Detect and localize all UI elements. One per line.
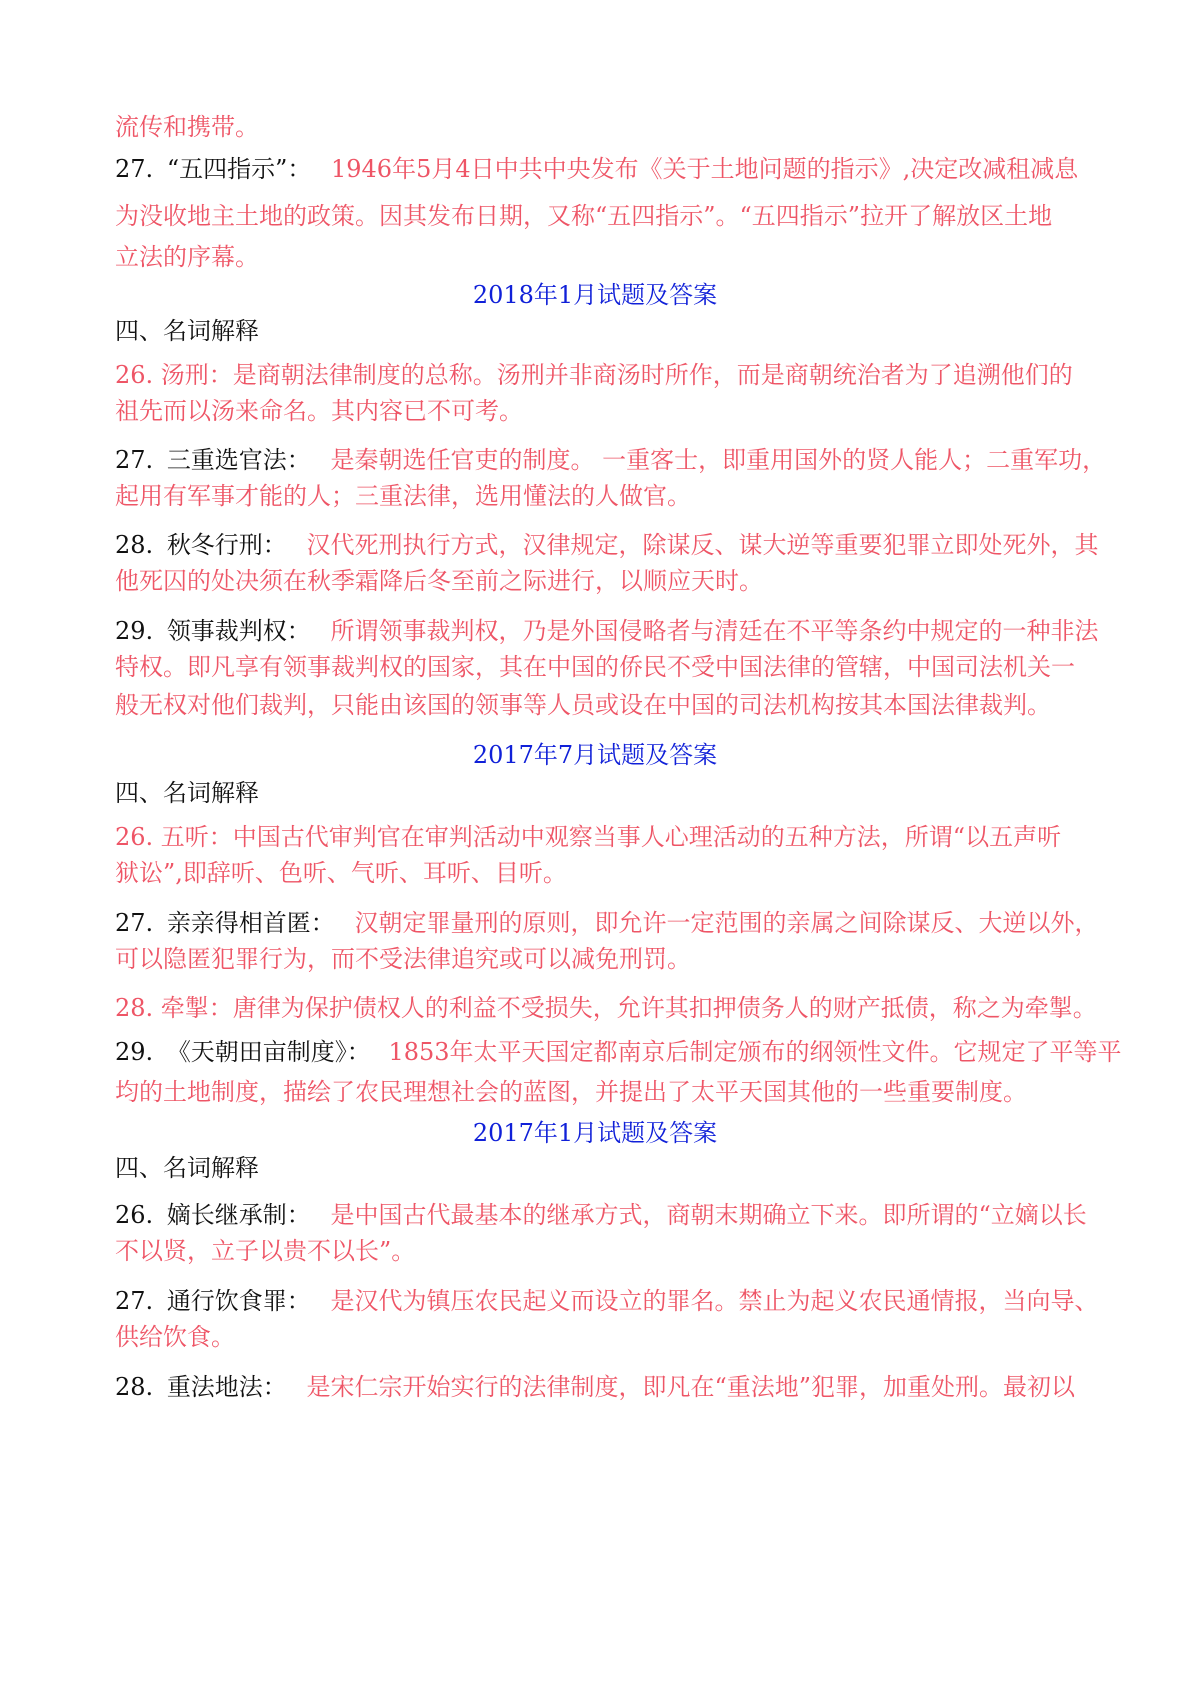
continued-text: 流传和携带。 [115, 113, 259, 141]
entry-number: 28. [115, 531, 154, 559]
entry-definition-cont: 为没收地主土地的政策。因其发布日期，又称“五四指示”。“五四指示”拉开了解放区土地 [115, 202, 1053, 230]
entry-number: 29. [115, 1038, 154, 1066]
entry-29-tianchao [115, 1035, 1122, 1069]
entry-term: 嫡长继承制： [166, 1201, 311, 1229]
entry-definition: 1946年5月4日中共中央发布《关于土地问题的指示》,决定改减租减息 [331, 155, 1079, 183]
entry-26-dizhang [115, 1198, 1087, 1232]
entry-term: 通行饮食罪： [166, 1287, 311, 1315]
entry-26-tangxing: 26. 汤刑：是商朝法律制度的总称。汤刑并非商汤时所作，而是商朝统治者为了追溯他们的 [115, 361, 1073, 389]
section-subtitle: 四、名词解释 [115, 317, 259, 345]
entry-definition-cont: 均的土地制度，描绘了农民理想社会的蓝图，并提出了太平天国其他的一些重要制度。 [115, 1078, 1027, 1106]
entry-number: 27. [115, 155, 154, 183]
entry-definition-cont: 不以贤，立子以贵不以长”。 [115, 1237, 416, 1265]
entry-term: 领事裁判权： [166, 617, 311, 645]
entry-26-wuting: 26. 五听：中国古代审判官在审判活动中观察当事人心理活动的五种方法，所谓“以五声听 [115, 823, 1062, 851]
entry-27-tongxing [115, 1284, 1098, 1318]
entry-definition-cont: 立法的序幕。 [115, 243, 259, 271]
entry-number: 28. [115, 1373, 154, 1401]
entry-term: 亲亲得相首匿： [166, 909, 335, 937]
entry-number: 27. [115, 909, 154, 937]
entry-definition-cont: 狱讼”,即辞听、色听、气听、耳听、目听。 [115, 859, 567, 887]
entry-definition-cont: 特权。即凡享有领事裁判权的国家，其在中国的侨民不受中国法律的管辖，中国司法机关一 [115, 653, 1075, 681]
entry-term: “五四指示”： [166, 155, 312, 183]
section-subtitle: 四、名词解释 [115, 1154, 259, 1182]
entry-term: 秋冬行刑： [166, 531, 287, 559]
entry-definition-cont: 供给饮食。 [115, 1323, 235, 1351]
entry-definition: 是秦朝选任官吏的制度。 一重客士，即重用国外的贤人能人；二重军功， [330, 446, 1107, 474]
entry-number: 29. [115, 617, 154, 645]
entry-definition: 所谓领事裁判权，乃是外国侵略者与清廷在不平等条约中规定的一种非法 [330, 617, 1099, 645]
entry-definition: 汉代死刑执行方式，汉律规定，除谋反、谋大逆等重要犯罪立即处死外，其 [306, 531, 1099, 559]
section-subtitle: 四、名词解释 [115, 779, 259, 807]
entry-number: 27. [115, 446, 154, 474]
entry-definition: 是中国古代最基本的继承方式，商朝末期确立下来。即所谓的“立嫡以长 [330, 1201, 1087, 1229]
entry-definition-cont: 可以隐匿犯罪行为，而不受法律追究或可以减免刑罚。 [115, 945, 691, 973]
entry-28-zhongfadi [115, 1370, 1075, 1404]
entry-definition: 汉朝定罪量刑的原则，即允许一定范围的亲属之间除谋反、大逆以外， [354, 909, 1099, 937]
entry-27-wusi [115, 152, 1078, 186]
entry-definition: 1853年太平天国定都南京后制定颁布的纲领性文件。它规定了平等平 [388, 1038, 1122, 1066]
entry-definition-cont: 他死囚的处决须在秋季霜降后冬至前之际进行，以顺应天时。 [115, 567, 763, 595]
entry-definition-cont: 祖先而以汤来命名。其内容已不可考。 [115, 397, 523, 425]
entry-27-sanzhong [115, 443, 1106, 477]
entry-29-lingshi [115, 614, 1098, 648]
section-title-2017-01: 2017年1月试题及答案 [472, 1119, 718, 1147]
entry-term: 重法地法： [166, 1373, 287, 1401]
entry-definition: 是宋仁宗开始实行的法律制度，即凡在“重法地”犯罪，加重处刑。最初以 [306, 1373, 1075, 1401]
section-title-2017-07: 2017年7月试题及答案 [472, 741, 718, 769]
entry-term: 三重选官法： [166, 446, 311, 474]
entry-27-qinqin [115, 906, 1098, 940]
entry-number: 26. [115, 1201, 154, 1229]
section-title-2018-01: 2018年1月试题及答案 [472, 281, 718, 309]
entry-28-qianche: 28. 牵掣：唐律为保护债权人的利益不受损失，允许其扣押债务人的财产抵债，称之为牵掣。 [115, 994, 1097, 1022]
entry-definition: 是汉代为镇压农民起义而设立的罪名。禁止为起义农民通情报，当向导、 [330, 1287, 1099, 1315]
entry-definition-cont: 起用有军事才能的人；三重法律，选用懂法的人做官。 [115, 482, 691, 510]
entry-definition-cont: 般无权对他们裁判，只能由该国的领事等人员或设在中国的司法机构按其本国法律裁判。 [115, 691, 1051, 719]
entry-term: 《天朝田亩制度》： [166, 1038, 371, 1066]
entry-number: 27. [115, 1287, 154, 1315]
entry-28-qiudong [115, 528, 1098, 562]
